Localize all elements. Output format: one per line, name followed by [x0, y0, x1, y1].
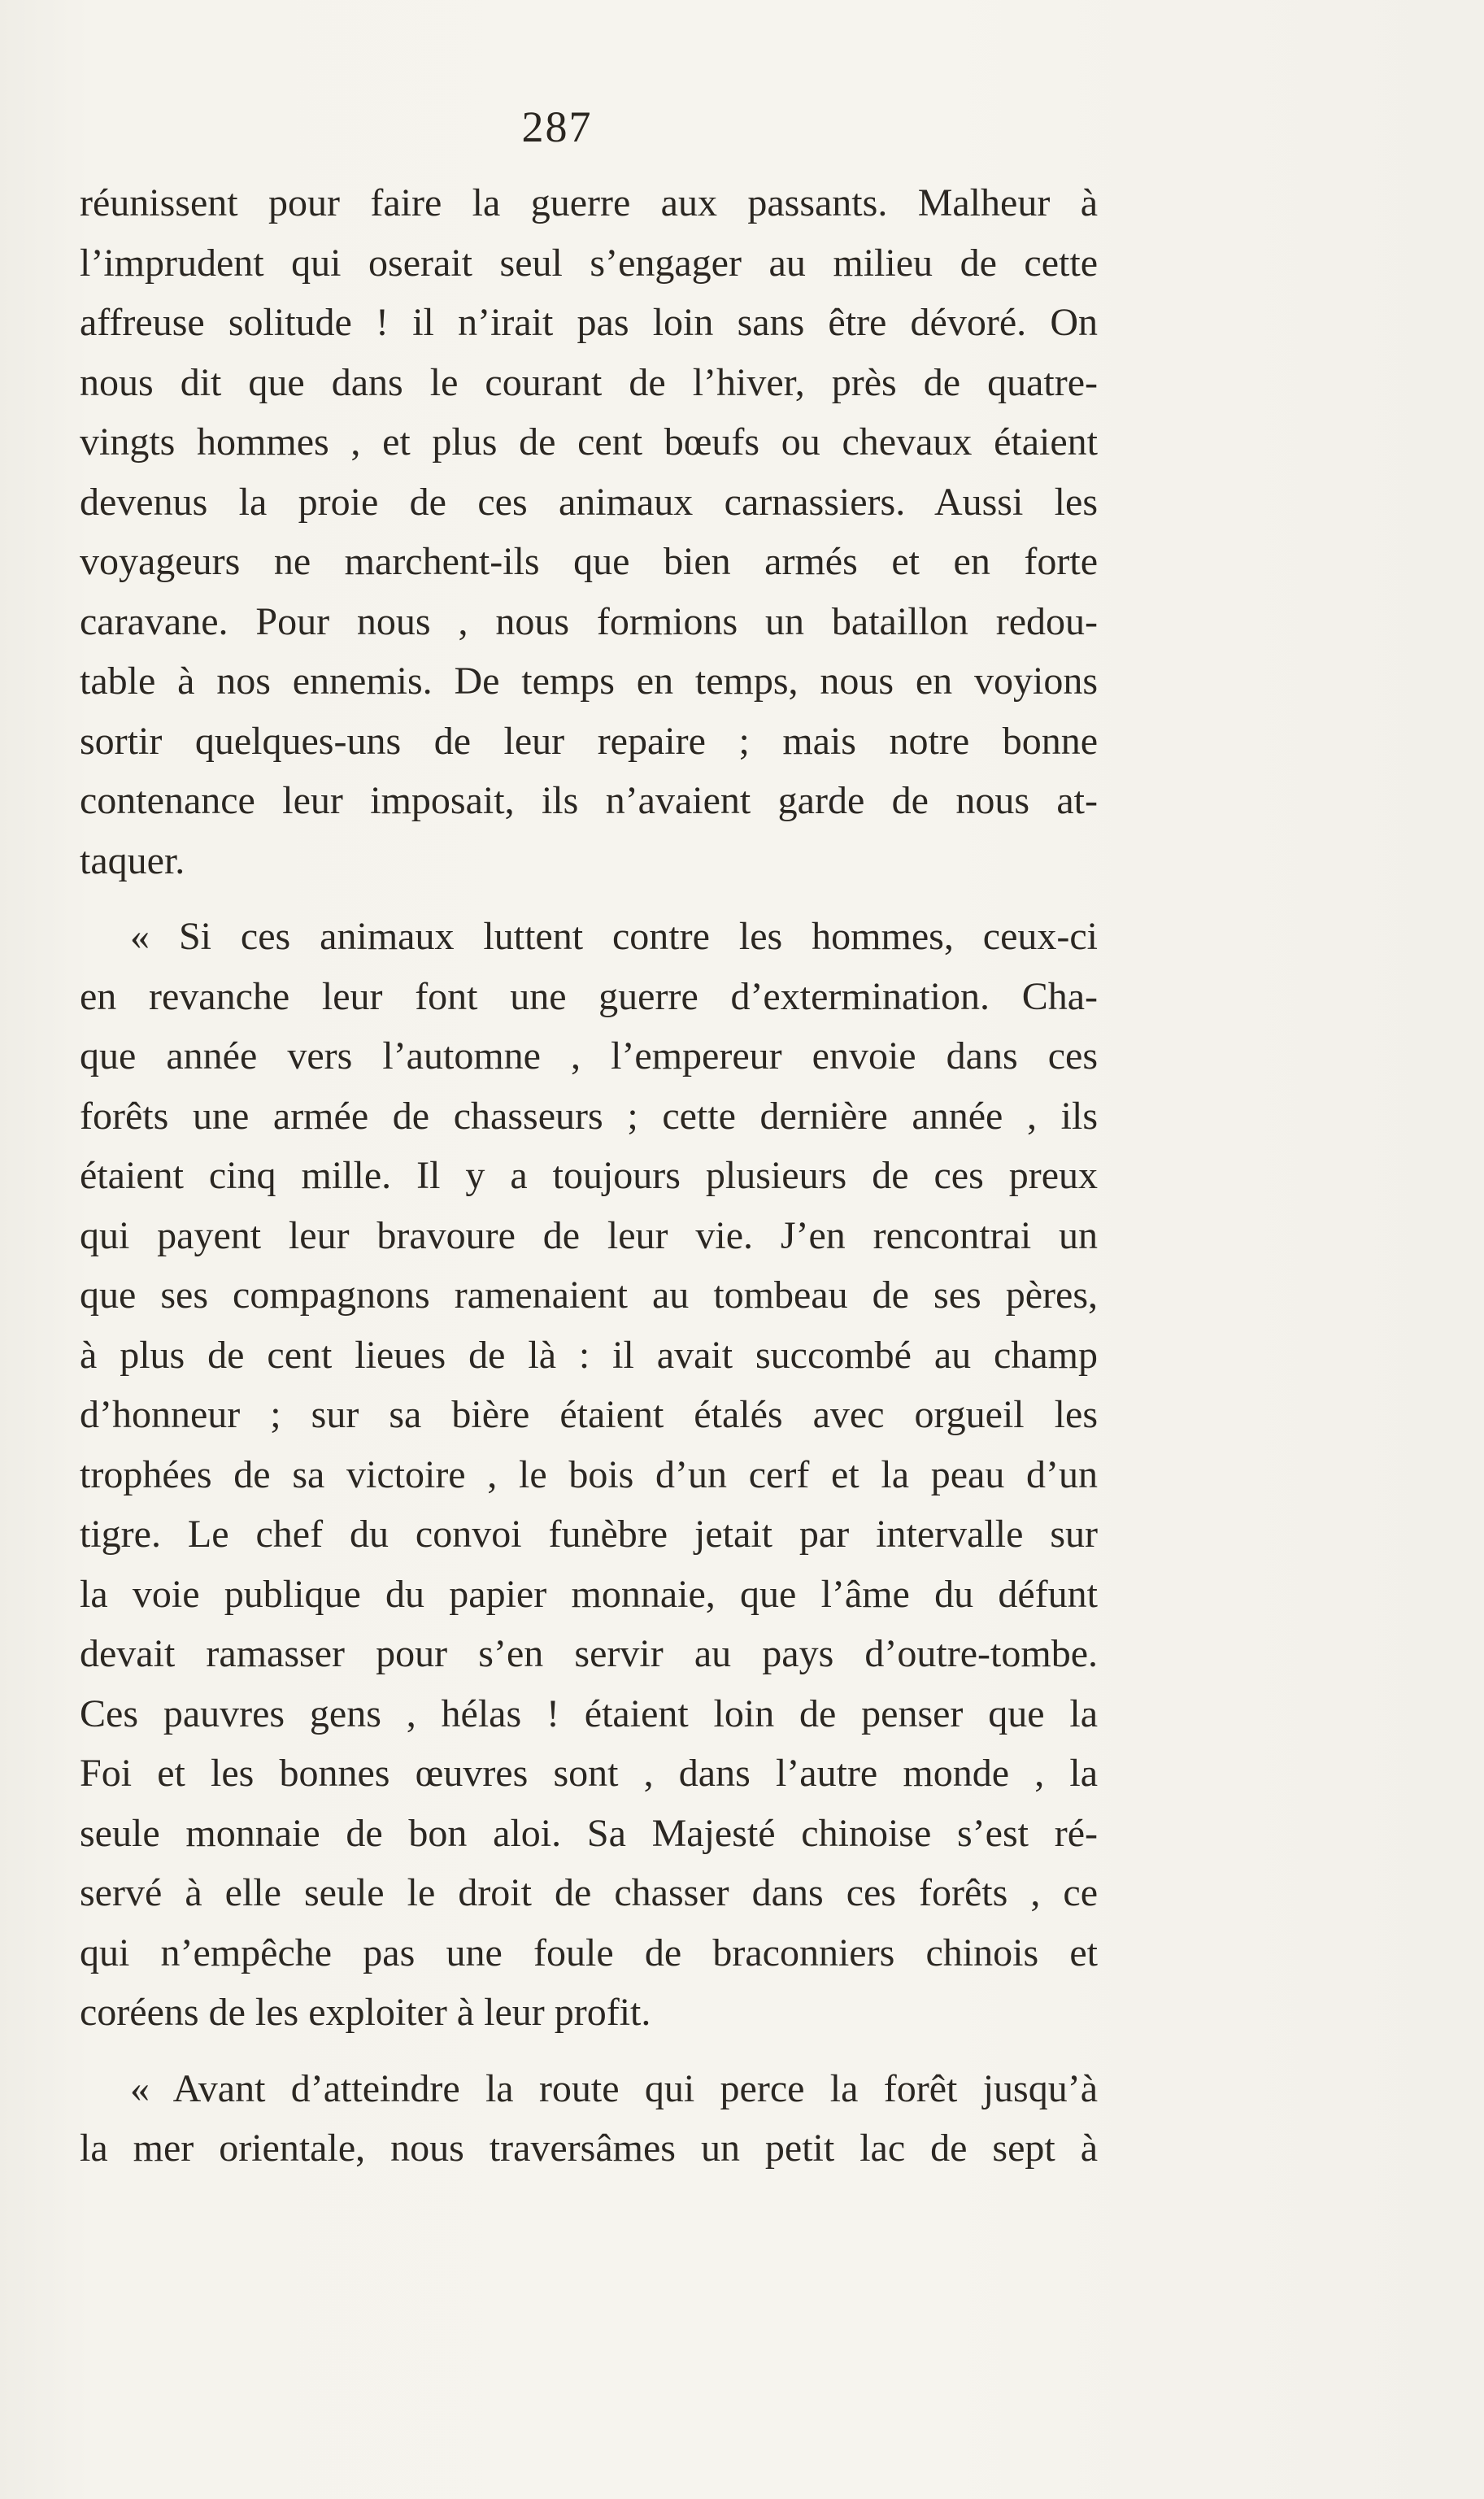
text-line: à plus de cent lieues de là : il avait succombé au champ — [80, 1333, 1098, 1377]
text-line: la voie publique du papier monnaie, que l’âme du défunt — [80, 1572, 1098, 1616]
text-line: sortir quelques-uns de leur repaire ; mais notre bonne — [80, 719, 1098, 763]
text-line: tigre. Le chef du convoi funèbre jetait par intervalle sur — [80, 1513, 1098, 1556]
text-line: réunissent pour faire la guerre aux passants. Malheur à — [80, 181, 1098, 224]
text-line: en revanche leur font une guerre d’extermination. Cha- — [80, 974, 1098, 1018]
text-line: qui payent leur bravoure de leur vie. J’en rencontrai un — [80, 1213, 1098, 1257]
text-line: forêts une armée de chasseurs ; cette dernière année , ils — [80, 1094, 1098, 1138]
text-line: seule monnaie de bon aloi. Sa Majesté chinoise s’est ré- — [80, 1811, 1098, 1855]
paragraph-2 — [80, 907, 1098, 2043]
text-line: servé à elle seule le droit de chasser dans ces forêts , ce — [80, 1871, 1098, 1914]
text-line: affreuse solitude ! il n’irait pas loin sans être dévoré. On — [80, 301, 1098, 344]
text-line: nous dit que dans le courant de l’hiver, près de quatre- — [80, 360, 1098, 404]
text-line: la mer orientale, nous traversâmes un petit lac de sept à — [80, 2127, 1098, 2170]
paragraph-spacer — [80, 2043, 1098, 2059]
paragraph-1 — [80, 173, 1098, 890]
page-body — [80, 173, 1098, 2179]
text-line: taquer. — [80, 838, 185, 882]
paragraph-spacer — [80, 890, 1098, 907]
text-line: d’honneur ; sur sa bière étaient étalés avec orgueil les — [80, 1393, 1098, 1436]
text-line: devait ramasser pour s’en servir au pays d’outre-tombe. — [80, 1632, 1098, 1675]
page-number: 287 — [521, 102, 593, 151]
text-line: vingts hommes , et plus de cent bœufs ou chevaux étaient — [80, 420, 1098, 464]
text-line: caravane. Pour nous , nous formions un bataillon redou- — [80, 599, 1098, 643]
text-line: l’imprudent qui oserait seul s’engager au milieu de cette — [80, 241, 1098, 285]
text-line: Ces pauvres gens , hélas ! étaient loin de penser que la — [80, 1691, 1098, 1735]
text-line: que année vers l’automne , l’empereur envoie dans ces — [80, 1034, 1098, 1078]
text-line: que ses compagnons ramenaient au tombeau de ses pères, — [80, 1273, 1098, 1317]
text-line: qui n’empêche pas une foule de braconniers chinois et — [80, 1931, 1098, 1974]
text-line: devenus la proie de ces animaux carnassiers. Aussi les — [80, 480, 1098, 524]
text-line: étaient cinq mille. Il y a toujours plusieurs de ces preux — [80, 1154, 1098, 1197]
text-line: « Si ces animaux luttent contre les hommes, ceux-ci — [130, 915, 1098, 958]
text-line: Foi et les bonnes œuvres sont , dans l’autre monde , la — [80, 1752, 1098, 1795]
text-line: « Avant d’atteindre la route qui perce la forêt jusqu’à — [130, 2066, 1098, 2110]
text-line: contenance leur imposait, ils n’avaient garde de nous at- — [80, 779, 1098, 822]
paragraph-3 — [80, 2059, 1098, 2179]
text-line: trophées de sa victoire , le bois d’un cerf et la peau d’un — [80, 1452, 1098, 1496]
text-line: table à nos ennemis. De temps en temps, nous en voyions — [80, 660, 1098, 703]
text-line: coréens de les exploiter à leur profit. — [80, 1991, 651, 2034]
text-line: voyageurs ne marchent-ils que bien armés et en forte — [80, 540, 1098, 583]
